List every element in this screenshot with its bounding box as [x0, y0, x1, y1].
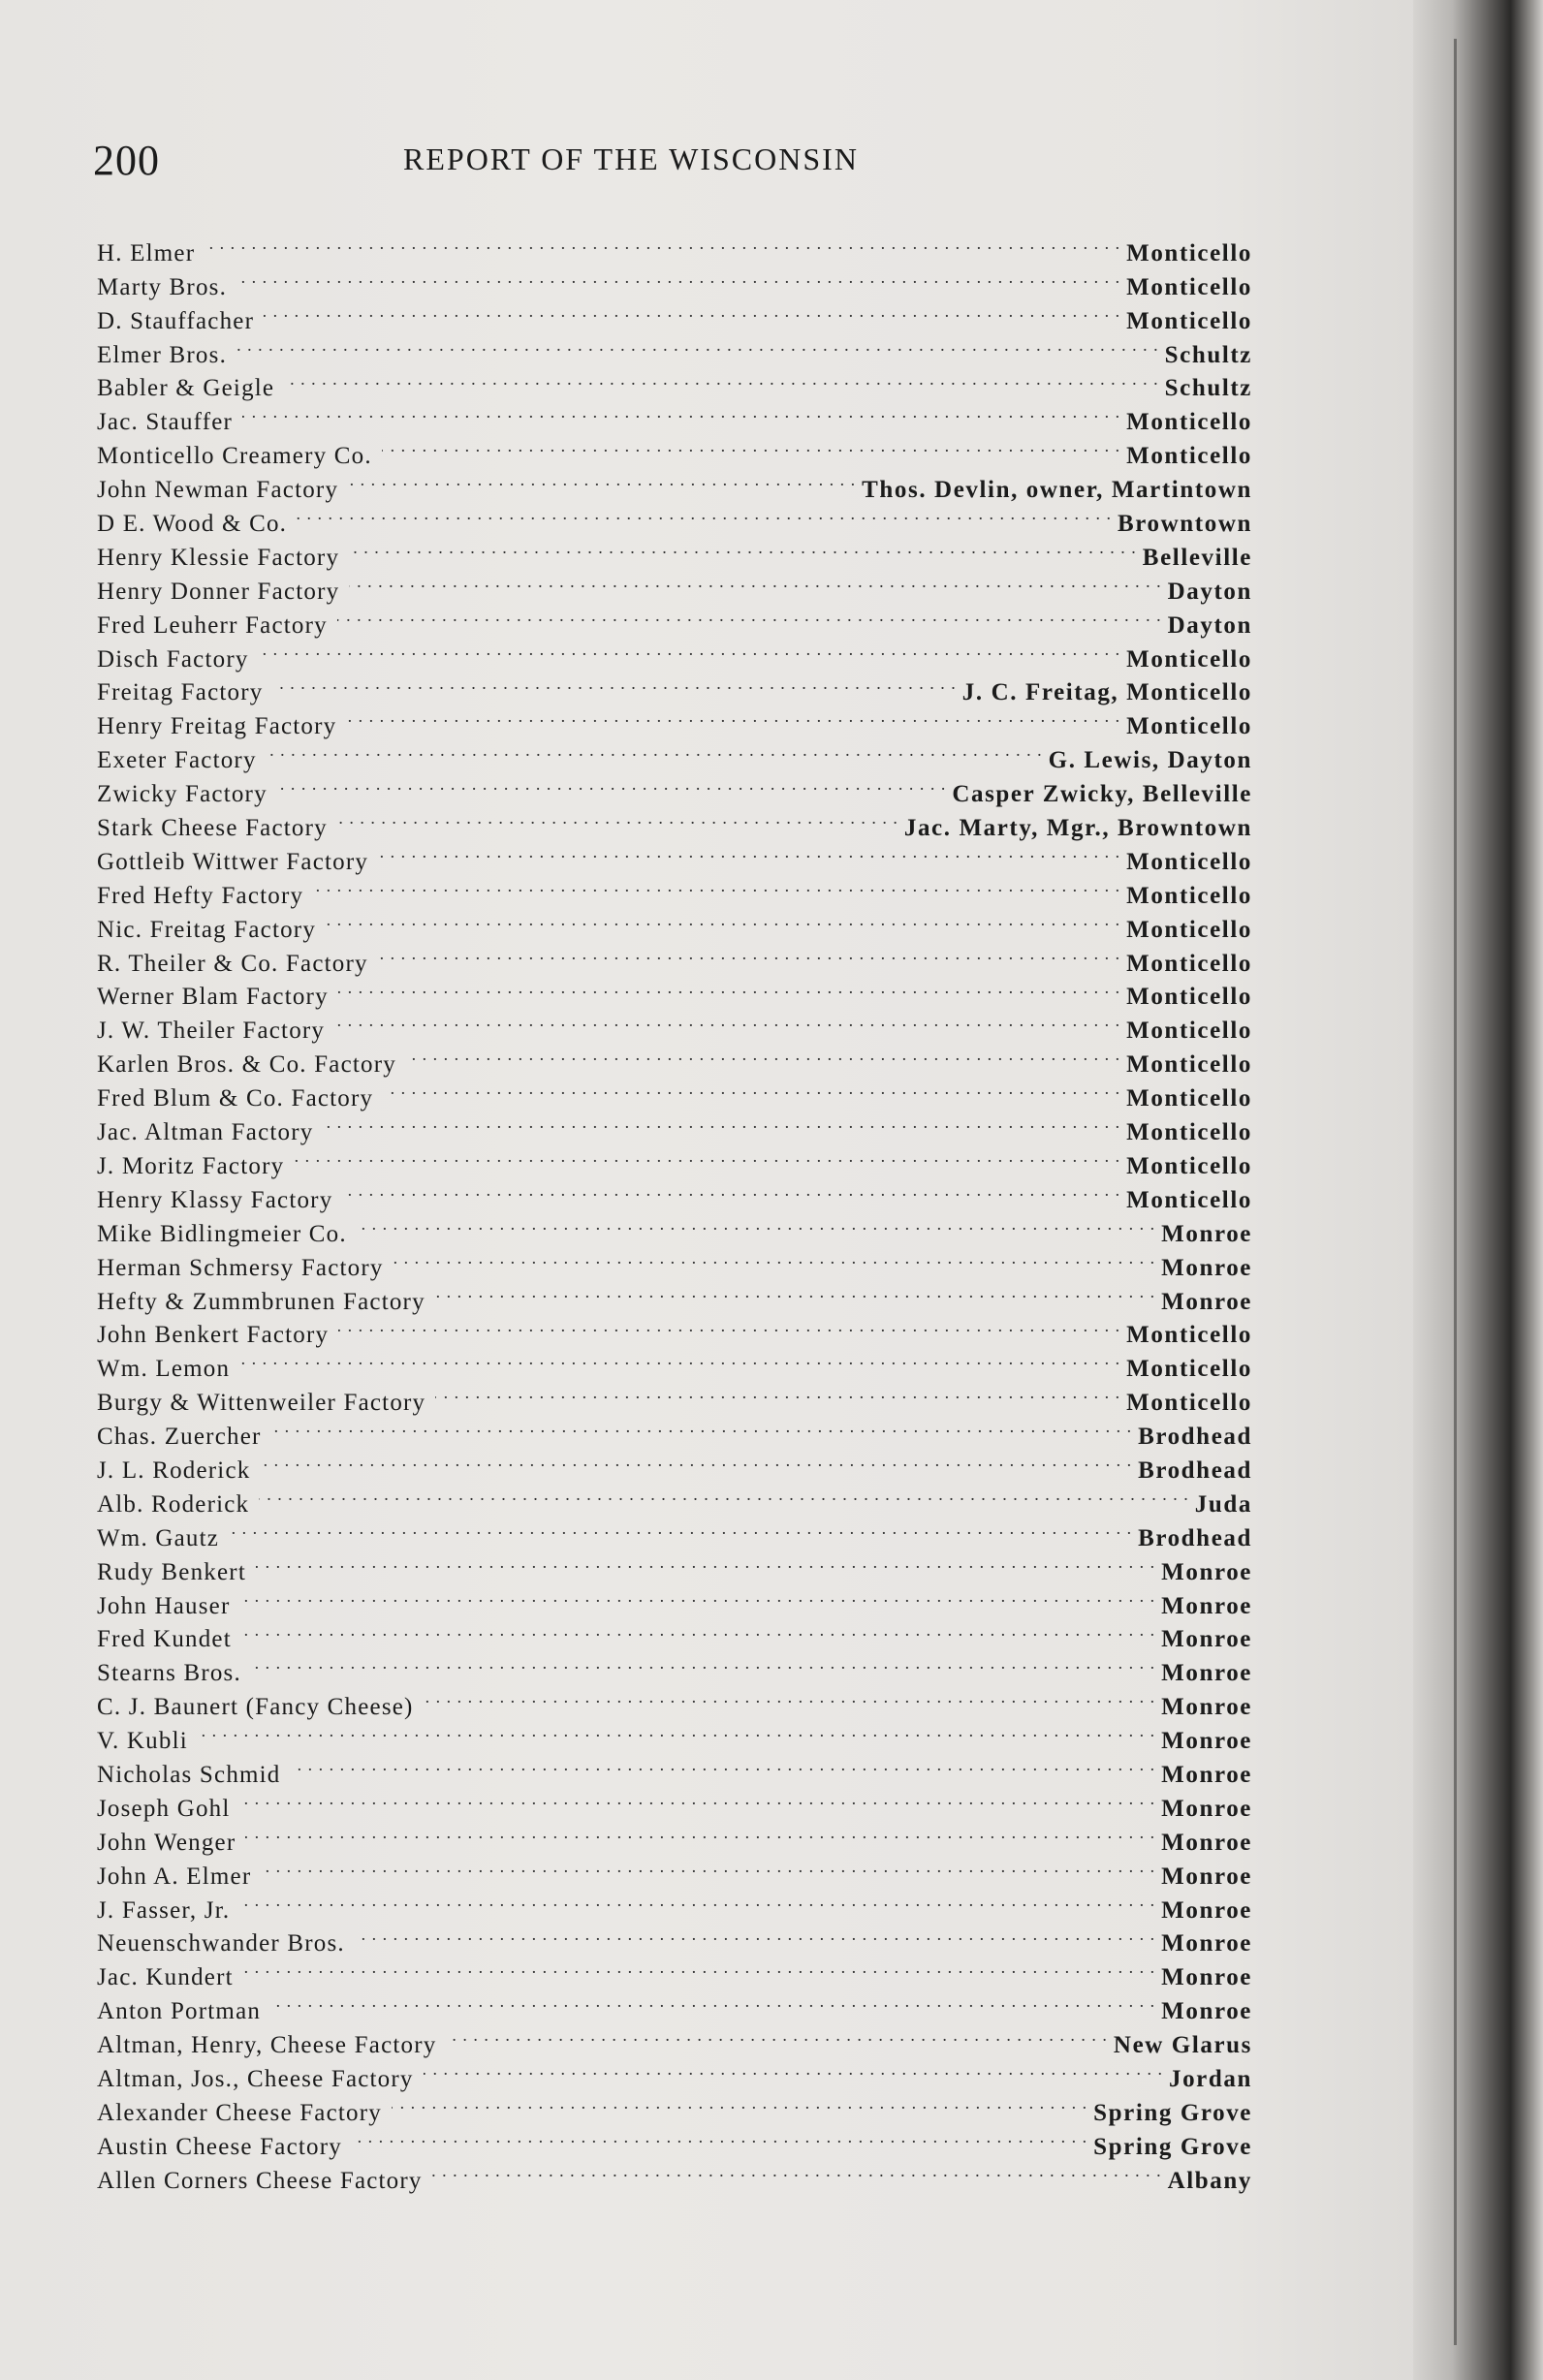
dot-leader	[337, 801, 898, 835]
list-item	[97, 1951, 1252, 1991]
entry-location: Monticello	[1126, 1018, 1252, 1045]
list-item	[97, 633, 1252, 673]
dot-leader	[271, 1410, 1133, 1444]
entry-name: V. Kubli	[97, 1728, 188, 1755]
dot-leader	[378, 937, 1120, 971]
entry-name: J. L. Roderick	[97, 1456, 251, 1484]
entry-location: Monroe	[1161, 1220, 1252, 1247]
entry-location: Belleville	[1142, 544, 1252, 571]
dot-leader	[205, 227, 1120, 261]
entry-name: D. Stauffacher	[97, 307, 255, 334]
dot-leader	[383, 1072, 1120, 1106]
list-item	[97, 734, 1252, 774]
entry-name: Neuenschwander Bros.	[97, 1930, 345, 1957]
entry-name: Jac. Kundert	[97, 1964, 234, 1991]
dot-leader	[229, 1512, 1132, 1546]
entry-name: Fred Leuherr Factory	[97, 611, 328, 639]
list-item	[97, 1850, 1252, 1890]
list-item	[97, 1748, 1252, 1788]
entry-location: Monroe	[1161, 1626, 1252, 1653]
dot-leader	[323, 1106, 1120, 1140]
entry-location: Spring Grove	[1093, 2099, 1252, 2126]
entry-location: Monticello	[1126, 443, 1252, 470]
dot-leader	[326, 903, 1120, 937]
entry-name: Babler & Geigle	[97, 375, 275, 402]
entry-name: Nicholas Schmid	[97, 1761, 281, 1788]
entry-name: J. Fasser, Jr.	[97, 1896, 231, 1924]
list-item	[97, 1918, 1252, 1957]
entry-location: J. C. Freitag, Monticello	[961, 679, 1252, 706]
dot-leader	[346, 700, 1120, 734]
entry-name: John A. Elmer	[97, 1863, 252, 1890]
entry-location: Albany	[1167, 2167, 1252, 2194]
entry-name: Zwicky Factory	[97, 781, 268, 808]
list-item	[97, 1782, 1252, 1822]
dot-leader	[236, 261, 1120, 295]
entry-name: John Hauser	[97, 1592, 231, 1619]
entry-location: Juda	[1194, 1490, 1252, 1518]
list-item	[97, 227, 1252, 266]
dot-leader	[435, 1376, 1120, 1410]
dot-leader	[334, 1004, 1120, 1038]
entry-location: Browntown	[1118, 511, 1252, 538]
entry-name: Alb. Roderick	[97, 1490, 250, 1518]
entry-name: Wm. Lemon	[97, 1356, 231, 1383]
entry-location: Monroe	[1161, 1896, 1252, 1924]
entry-location: Dayton	[1167, 578, 1252, 605]
entry-name: Anton Portman	[97, 1998, 262, 2025]
entry-location: Thos. Devlin, owner, Martintown	[862, 477, 1252, 504]
list-item	[97, 1342, 1252, 1383]
entry-location: Monroe	[1161, 1728, 1252, 1755]
entry-location: Monroe	[1161, 1998, 1252, 2025]
dot-leader	[264, 295, 1120, 329]
dot-leader	[338, 1309, 1120, 1343]
entry-name: C. J. Baunert (Fancy Cheese)	[97, 1694, 414, 1721]
entry-location: Monticello	[1126, 645, 1252, 673]
dot-leader	[239, 1342, 1120, 1376]
page-number: 200	[93, 137, 160, 184]
dot-leader	[272, 667, 956, 701]
entry-location: Monticello	[1126, 984, 1252, 1011]
entry-name: D E. Wood & Co.	[97, 511, 288, 538]
list-item	[97, 667, 1252, 706]
dot-leader	[261, 1850, 1155, 1884]
entry-location: Monticello	[1126, 1085, 1252, 1112]
list-item	[97, 1512, 1252, 1551]
list-item	[97, 362, 1252, 402]
list-item	[97, 1680, 1252, 1721]
entry-name: Monticello Creamery Co.	[97, 443, 372, 470]
entry-location: Brodhead	[1138, 1424, 1252, 1451]
entry-name: Henry Donner Factory	[97, 578, 340, 605]
dot-leader	[406, 1038, 1120, 1072]
entry-name: Stearns Bros.	[97, 1660, 241, 1687]
entry-location: Monroe	[1161, 1930, 1252, 1957]
entry-name: Burgy & Wittenweiler Factory	[97, 1390, 426, 1417]
factory-list	[97, 227, 1252, 2194]
dot-leader	[435, 1275, 1155, 1309]
entry-name: Fred Blum & Co. Factory	[97, 1085, 374, 1112]
dot-leader	[432, 2154, 1162, 2188]
entry-name: J. Moritz Factory	[97, 1152, 285, 1179]
entry-location: Monroe	[1161, 1592, 1252, 1619]
list-item	[97, 329, 1252, 368]
entry-name: Altman, Jos., Cheese Factory	[97, 2065, 414, 2092]
entry-location: Monticello	[1126, 950, 1252, 977]
dot-leader	[277, 767, 947, 801]
entry-location: Jac. Marty, Mgr., Browntown	[903, 815, 1252, 842]
entry-location: Monticello	[1126, 916, 1252, 943]
entry-name: Stark Cheese Factory	[97, 815, 328, 842]
entry-name: Hefty & Zummbrunen Factory	[97, 1288, 425, 1315]
dot-leader	[357, 1207, 1155, 1241]
dot-leader	[259, 633, 1121, 667]
entry-name: Fred Hefty Factory	[97, 882, 304, 909]
entry-name: R. Theiler & Co. Factory	[97, 950, 368, 977]
running-title: REPORT OF THE WISCONSIN	[403, 141, 859, 176]
entry-location: Monticello	[1126, 1356, 1252, 1383]
entry-location: New Glarus	[1113, 2032, 1252, 2059]
entry-location: Monticello	[1126, 1322, 1252, 1349]
dot-leader	[239, 1884, 1155, 1918]
entry-name: Disch Factory	[97, 645, 249, 673]
entry-location: Monroe	[1161, 1694, 1252, 1721]
entry-location: Monroe	[1161, 1288, 1252, 1315]
entry-name: Elmer Bros.	[97, 341, 228, 368]
entry-name: Freitag Factory	[97, 679, 264, 706]
dot-leader	[236, 329, 1159, 362]
entry-name: Chas. Zuercher	[97, 1424, 262, 1451]
dot-leader	[251, 1646, 1155, 1680]
list-item	[97, 1546, 1252, 1585]
dot-leader	[338, 971, 1120, 1005]
entry-name: J. W. Theiler Factory	[97, 1018, 326, 1045]
entry-location: Monticello	[1126, 1119, 1252, 1146]
dot-leader	[352, 2120, 1087, 2154]
entry-location: Dayton	[1167, 611, 1252, 639]
entry-name: Marty Bros.	[97, 273, 228, 300]
entry-name: Fred Kundet	[97, 1626, 232, 1653]
entry-location: Spring Grove	[1093, 2133, 1252, 2160]
entry-name: John Newman Factory	[97, 477, 339, 504]
dot-leader	[291, 1748, 1156, 1782]
dot-leader	[260, 1444, 1132, 1478]
dot-leader	[240, 1782, 1156, 1816]
dot-leader	[198, 1714, 1155, 1748]
entry-name: Alexander Cheese Factory	[97, 2099, 382, 2126]
entry-location: Monticello	[1126, 848, 1252, 875]
dot-leader	[378, 835, 1120, 869]
dot-leader	[243, 1951, 1155, 1985]
dot-leader	[355, 1918, 1155, 1952]
entry-location: Monroe	[1161, 1660, 1252, 1687]
dot-leader	[382, 429, 1120, 463]
entry-name: Gottleib Wittwer Factory	[97, 848, 369, 875]
list-item	[97, 1444, 1252, 1484]
entry-location: Monticello	[1126, 409, 1252, 436]
entry-location: Monticello	[1126, 882, 1252, 909]
entry-name: Mike Bidlingmeier Co.	[97, 1220, 347, 1247]
entry-location: Brodhead	[1138, 1524, 1252, 1551]
dot-leader	[349, 565, 1161, 599]
entry-location: Monroe	[1161, 1761, 1252, 1788]
dot-leader	[348, 463, 856, 497]
dot-leader	[349, 531, 1137, 565]
dot-leader	[267, 734, 1043, 767]
entry-name: Jac. Stauffer	[97, 409, 234, 436]
entry-location: Monroe	[1161, 1863, 1252, 1890]
list-item	[97, 1613, 1252, 1653]
dot-leader	[297, 497, 1112, 531]
entry-name: Nic. Freitag Factory	[97, 916, 317, 943]
list-item	[97, 1580, 1252, 1619]
list-item	[97, 1646, 1252, 1687]
spine-gutter-line	[1454, 39, 1457, 2345]
dot-leader	[337, 599, 1162, 633]
dot-leader	[392, 2086, 1087, 2120]
entry-location: Monticello	[1126, 1186, 1252, 1213]
entry-location: Monroe	[1161, 1254, 1252, 1281]
list-item	[97, 1714, 1252, 1755]
entry-name: Exeter Factory	[97, 747, 257, 774]
entry-name: Allen Corners Cheese Factory	[97, 2167, 423, 2194]
dot-leader	[284, 362, 1158, 396]
dot-leader	[394, 1241, 1156, 1275]
dot-leader	[424, 1680, 1156, 1714]
entry-location: Monticello	[1126, 1152, 1252, 1179]
dot-leader	[342, 1174, 1120, 1207]
list-item	[97, 429, 1252, 470]
entry-name: Henry Freitag Factory	[97, 713, 337, 740]
dot-leader	[259, 1478, 1189, 1512]
dot-leader	[239, 1580, 1155, 1613]
entry-name: Jac. Altman Factory	[97, 1119, 314, 1146]
entry-name: John Benkert Factory	[97, 1322, 330, 1349]
entry-location: Monticello	[1126, 713, 1252, 740]
entry-name: Rudy Benkert	[97, 1558, 246, 1585]
dot-leader	[294, 1140, 1120, 1174]
entry-location: Schultz	[1164, 341, 1252, 368]
entry-name: Henry Klessie Factory	[97, 544, 340, 571]
entry-name: Werner Blam Factory	[97, 984, 329, 1011]
entry-location: Monticello	[1126, 1051, 1252, 1079]
entry-location: Brodhead	[1138, 1456, 1252, 1484]
list-item	[97, 1884, 1252, 1924]
entry-location: Monroe	[1161, 1795, 1252, 1822]
entry-name: Wm. Gautz	[97, 1524, 220, 1551]
list-item	[97, 1478, 1252, 1518]
dot-leader	[241, 1613, 1155, 1647]
entry-location: Monroe	[1161, 1829, 1252, 1856]
list-item	[97, 1985, 1252, 2025]
entry-location: Monticello	[1126, 239, 1252, 266]
entry-location: G. Lewis, Dayton	[1048, 747, 1252, 774]
entry-name: Henry Klassy Factory	[97, 1186, 333, 1213]
dot-leader	[424, 2052, 1163, 2086]
entry-name: Karlen Bros. & Co. Factory	[97, 1051, 396, 1079]
entry-location: Monroe	[1161, 1964, 1252, 1991]
page-header	[93, 136, 1256, 184]
dot-leader	[446, 2019, 1107, 2052]
dot-leader	[313, 869, 1120, 903]
entry-name: Austin Cheese Factory	[97, 2133, 342, 2160]
entry-name: Herman Schmersy Factory	[97, 1254, 384, 1281]
list-item	[97, 1816, 1252, 1856]
list-item	[97, 1376, 1252, 1417]
entry-location: Monroe	[1161, 1558, 1252, 1585]
entry-name: John Wenger	[97, 1829, 236, 1856]
entry-name: H. Elmer	[97, 239, 196, 266]
dot-leader	[270, 1985, 1155, 2019]
list-item	[97, 395, 1252, 436]
entry-location: Casper Zwicky, Belleville	[952, 781, 1252, 808]
list-item	[97, 295, 1252, 334]
dot-leader	[256, 1546, 1155, 1580]
entry-location: Monticello	[1126, 273, 1252, 300]
entry-location: Monticello	[1126, 1390, 1252, 1417]
entry-location: Jordan	[1168, 2065, 1252, 2092]
entry-location: Schultz	[1164, 375, 1252, 402]
list-item	[97, 1410, 1252, 1451]
entry-name: Altman, Henry, Cheese Factory	[97, 2032, 437, 2059]
entry-location: Monticello	[1126, 307, 1252, 334]
book-spine	[1413, 0, 1543, 2380]
list-item	[97, 261, 1252, 300]
dot-leader	[245, 1816, 1155, 1850]
dot-leader	[242, 395, 1120, 429]
entry-name: Joseph Gohl	[97, 1795, 231, 1822]
